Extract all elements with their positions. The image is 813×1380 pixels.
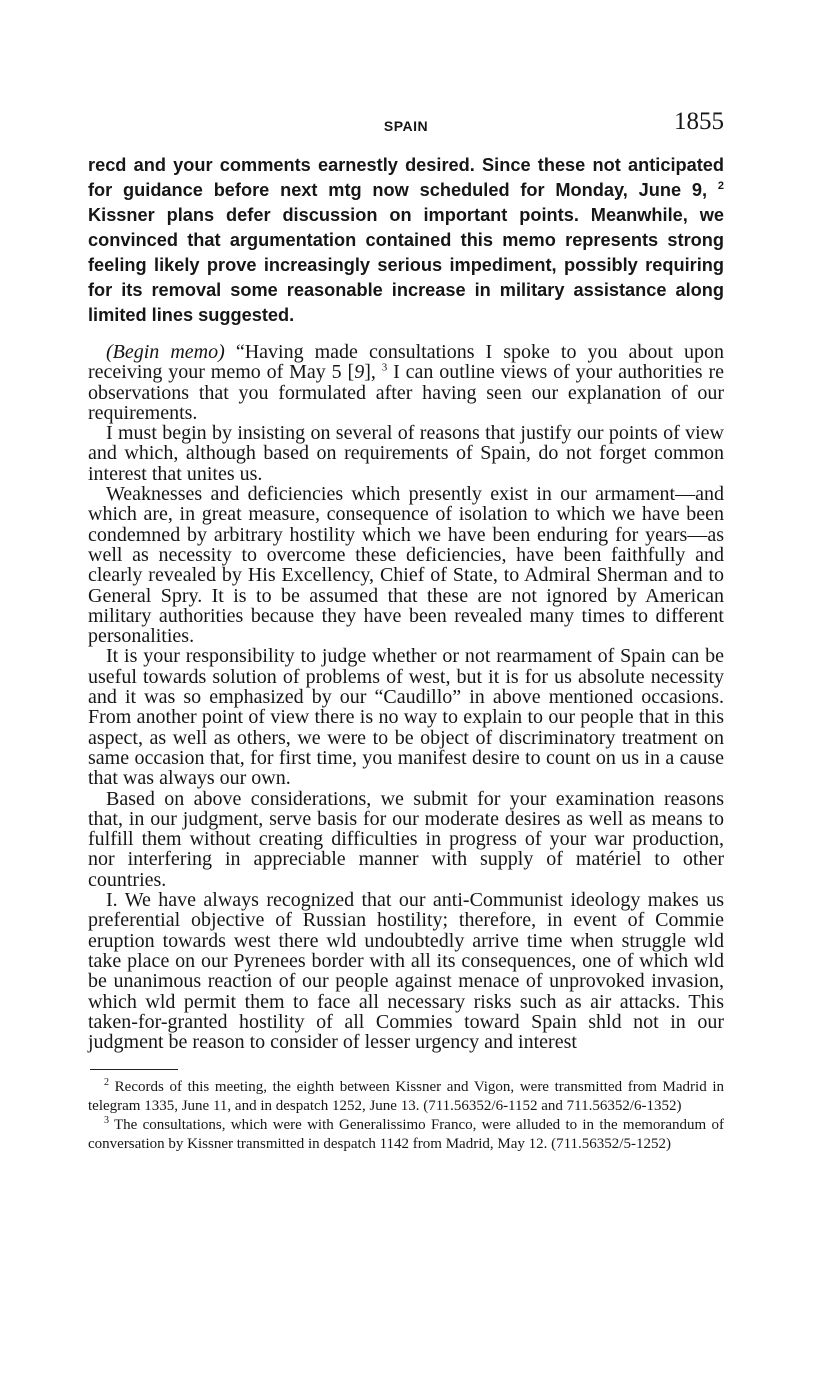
page-number: 1855: [674, 108, 724, 135]
telegram-paragraph: [88, 153, 724, 328]
footnote-ref-2[interactable]: 2: [717, 179, 724, 192]
memo-paragraph: [88, 342, 724, 423]
memo-paragraph: I must begin by insisting on several of reasons that justify our points of view and which, although based on requirements of Spain, do not forget common interest that unites us.: [88, 422, 724, 485]
memo-body: [88, 342, 724, 1052]
memo-paragraph: It is your responsibility to judge whether or not rearmament of Spain can be useful towards solution of problems of west, but it is for us absolute necessity and it was so emphasized by our “Caudillo” in above mentioned occasions. From another point of view there is no way to explain to our people that in this aspect, as well as others, we were to be object of discriminatory treatment on same occasion that, for first time, you manifest desire to count on us in a cause that was always our own.: [88, 645, 724, 790]
memo-text: I can outline views of your authorities re observations that you formulated after having seen our explanation of our requirements.: [88, 361, 724, 424]
memo-text: ],: [364, 361, 376, 384]
page-header: [88, 106, 724, 146]
running-head: SPAIN: [383, 118, 429, 134]
document-reference: 9: [354, 361, 365, 384]
footnote-text: Records of this meeting, the eighth between Kissner and Vigon, were transmitted from Madrid in telegram 1335, June 11, and in despatch 1252, June 13. (711.56352/6-1152 and 711.56352/6-1352): [88, 1079, 725, 1115]
footnote: [88, 1116, 724, 1154]
footnote-divider: [90, 1069, 178, 1070]
memo-text: “Having made consultations I spoke to you about upon receiving your memo of May 5 [: [88, 341, 725, 384]
document-page: [88, 106, 724, 1154]
telegram-text: Kissner plans defer discussion on important points. Meanwhile, we convinced that argumentation contained this memo represents strong feeling likely prove increasingly serious impediment, possibly requiring for its removal some reasonable increase in military assistance along limited lines suggested.: [88, 205, 724, 325]
memo-paragraph: I. We have always recognized that our anti-Communist ideology makes us preferential objective of Russian hostility; therefore, in event of Commie eruption towards west there wld undoubtedly arrive time when struggle wld take place on our Pyrenees border with all its consequences, one of which wld be unanimous reaction of our people against menace of unprovoked invasion, which wld permit them to face all necessary risks such as air attacks. This taken-for-granted hostility of all Commies toward Spain shld not in our judgment be reason to consider of lesser urgency and interest: [88, 889, 724, 1054]
footnote-ref-3[interactable]: 3: [381, 361, 388, 374]
telegram-text: recd and your comments earnestly desired. Since these not anticipated for guidance before next mtg now scheduled for Monday, June 9,: [88, 155, 724, 200]
memo-paragraph: Weaknesses and deficiencies which presently exist in our armament—and which are, in great measure, consequence of isolation to which we have been condemned by arbitrary hostility which we have been enduring for years—as well as necessity to overcome these deficiencies, have been faithfully and clearly revealed by His Excellency, Chief of State, to Admiral Sherman and to General Spry. It is to be assumed that these are not ignored by American military authorities because they have been revealed many times to different personalities.: [88, 483, 724, 648]
footnote-text: The consultations, which were with Generalissimo Franco, were alluded to in the memorandum of conversation by Kissner transmitted in despatch 1142 from Madrid, May 12. (711.56352/5-1252): [88, 1117, 724, 1153]
footnote-mark: 3: [104, 1115, 109, 1127]
memo-paragraph: Based on above considerations, we submit for your examination reasons that, in our judgment, serve basis for our moderate desires as well as means to fulfill them without creating difficulties in progress of your war production, nor interfering in appreciable manner with supply of matériel to other countries.: [88, 787, 724, 891]
footnote: [88, 1078, 724, 1116]
footnote-mark: 2: [104, 1077, 109, 1089]
begin-memo-label: (Begin memo): [106, 341, 225, 363]
footnotes: [88, 1078, 724, 1154]
